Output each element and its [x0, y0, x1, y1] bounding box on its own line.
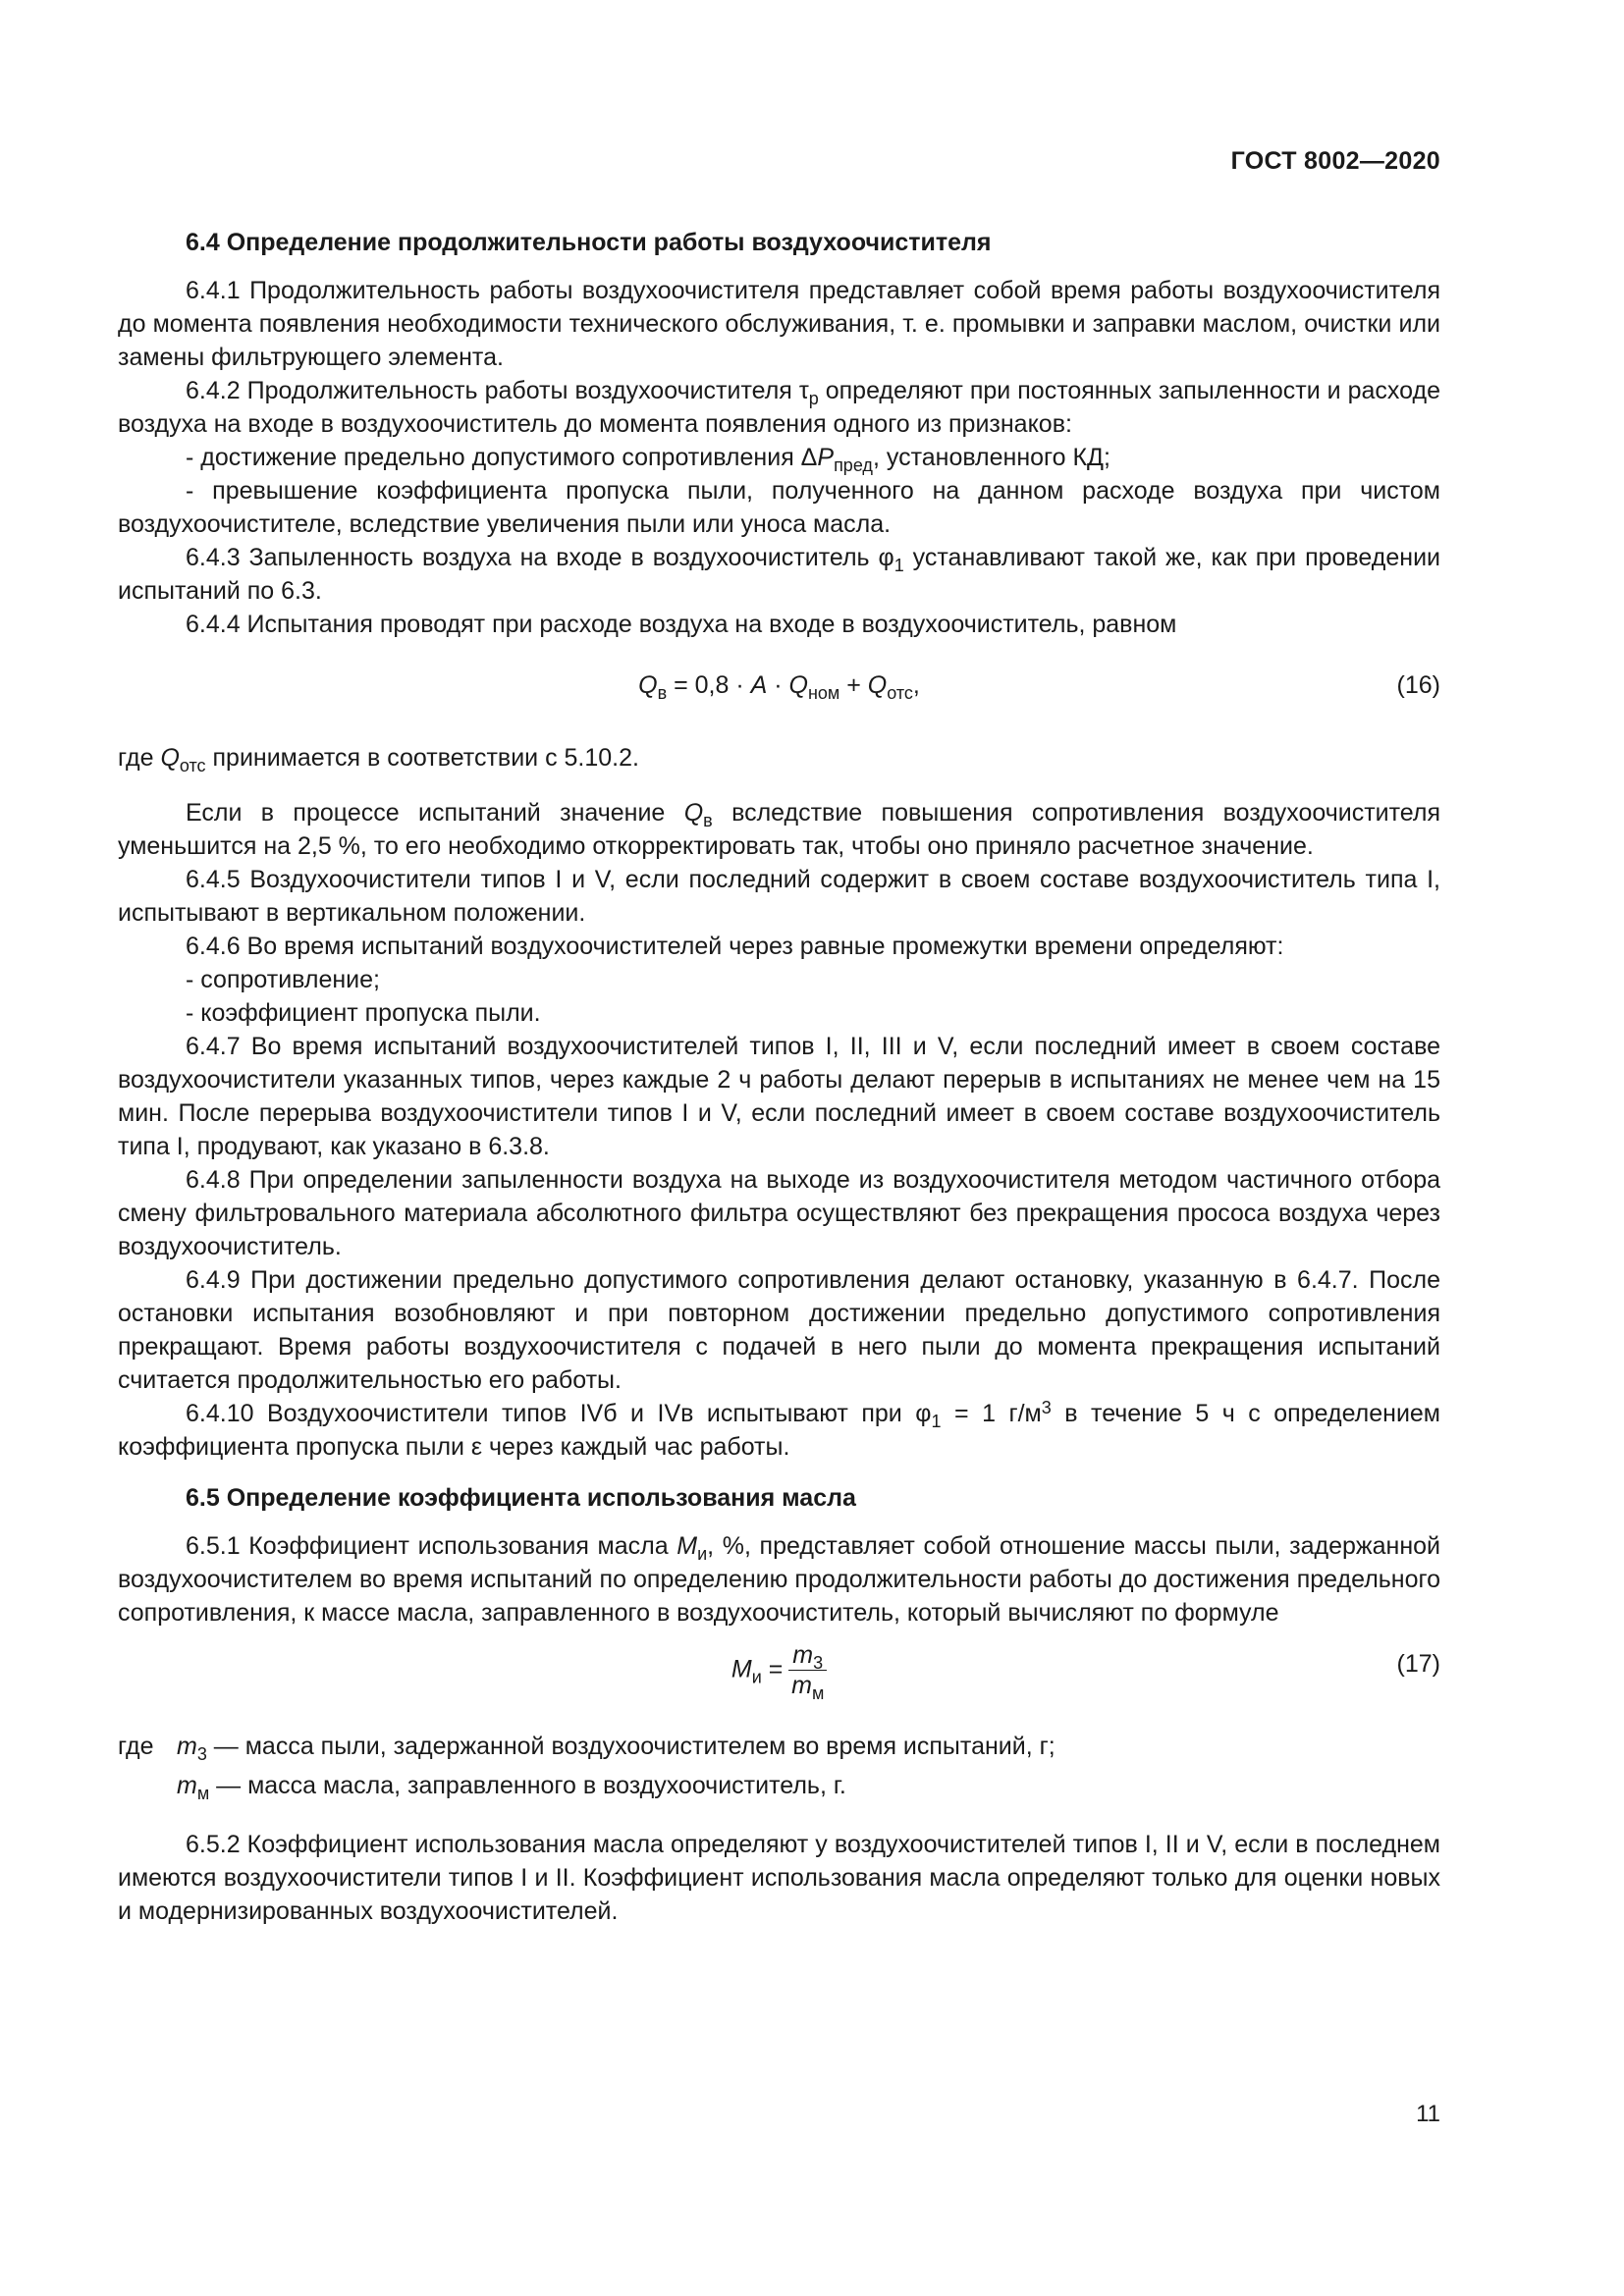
where-clause-17	[118, 1730, 1440, 1802]
paragraph-6-4-2: 6.4.2 Продолжительность работы воздухоочистителя $\tau_р$ определяют при постоянных запыленности и расходе воздуха на входе в воздухоочиститель до момента появления одного из признаков:	[118, 377, 1440, 438]
where-row: где $m_3$ — масса пыли, задержанной воздухоочистителем во время испытаний, г;	[118, 1733, 1056, 1764]
list-item: - коэффициент пропуска пыли.	[186, 999, 541, 1027]
formula-17	[118, 1641, 1440, 1724]
standard-header: ГОСТ 8002—2020	[1230, 147, 1440, 175]
list-item: - сопротивление;	[186, 966, 380, 993]
list-item: - достижение предельно допустимого сопротивления $\Delta P_{пред}$, установленного КД;	[186, 444, 1110, 475]
where-row: $m_м$ — масса масла, заправленного в воздухоочиститель, г.	[177, 1772, 846, 1803]
page-number: 11	[1416, 2101, 1440, 2127]
formula-17-expression: $M_и$ = $\frac{m_3}{m_м}$	[118, 1641, 1440, 1700]
document-body	[118, 226, 1440, 1928]
paragraph-correction: Если в процессе испытаний значение $Q_в$ вследствие повышения сопротивления воздухоочистителя уменьшится на 2,5 %, то его необходимо откорректировать так, чтобы оно приняло расчетное значение.	[118, 799, 1441, 860]
paragraph-6-5-2: 6.5.2 Коэффициент использования масла определяют у воздухоочистителей типов I, II и V, если в последнем имеются воздухоочистители типов I и II. Коэффициент использования масла определяют только для оценки новых и модернизированных воздухоочистителей.	[118, 1831, 1440, 1925]
where-clause-16: где $Q_{отс}$ принимается в соответствии с 5.10.2.	[118, 744, 639, 775]
formula-16	[118, 661, 1440, 727]
paragraph-6-4-9: 6.4.9 При достижении предельно допустимого сопротивления делают остановку, указанную в 6.4.7. После остановки испытания возобновляют и при повторном достижении предельно допустимого сопротивления прекращают. Время работы воздухоочистителя с подачей в него пыли до момента прекращения испытаний считается продолжительностью его работы.	[118, 1266, 1440, 1394]
formula-17-number: (17)	[1396, 1650, 1440, 1678]
paragraph-6-4-3: 6.4.3 Запыленность воздуха на входе в воздухоочиститель $\varphi_1$ устанавливают такой же, как при проведении испытаний по 6.3.	[118, 544, 1441, 605]
paragraph-6-4-7: 6.4.7 Во время испытаний воздухоочистителей типов I, II, III и V, если последний имеет в своем составе воздухоочистители указанных типов, через каждые 2 ч работы делают перерыв в испытаниях не менее чем на 15 мин. После перерыва воздухоочистители типов I и V, если последний имеет в своем составе воздухоочиститель типа I, продувают, как указано в 6.3.8.	[118, 1033, 1440, 1160]
document-page	[118, 0, 1440, 2296]
paragraph-6-4-4: 6.4.4 Испытания проводят при расходе воздуха на входе в воздухоочиститель, равном	[186, 611, 1177, 638]
formula-16-expression: $Q_в = 0,8 \cdot A \cdot Q_{ном} + Q_{отс}$,	[638, 671, 920, 703]
list-item: - превышение коэффициента пропуска пыли, полученного на данном расходе воздуха при чистом воздухоочистителе, вследствие увеличения пыли или уноса масла.	[118, 477, 1440, 538]
section-heading-6-5: 6.5 Определение коэффициента использования масла	[186, 1484, 856, 1512]
fraction: $\frac{m_3}{m_м}$	[788, 1641, 827, 1700]
paragraph-6-4-10: 6.4.10 Воздухоочистители типов IVб и IVв испытывают при $\varphi_1 = 1$ $г/м^3$ в течение 5 ч с определением коэффициента пропуска пыли ε через каждый час работы.	[118, 1397, 1440, 1461]
paragraph-6-4-6: 6.4.6 Во время испытаний воздухоочистителей через равные промежутки времени определяют:	[186, 933, 1284, 960]
paragraph-6-4-5: 6.4.5 Воздухоочистители типов I и V, если последний содержит в своем составе воздухоочиститель типа I, испытывают в вертикальном положении.	[118, 866, 1440, 927]
section-heading-6-4: 6.4 Определение продолжительности работы воздухоочистителя	[186, 229, 992, 256]
paragraph-6-4-1: 6.4.1 Продолжительность работы воздухоочистителя представляет собой время работы воздухоочистителя до момента появления необходимости технического обслуживания, т. е. промывки и заправки маслом, очистки или замены фильтрующего элемента.	[118, 277, 1440, 371]
paragraph-6-4-8: 6.4.8 При определении запыленности воздуха на выходе из воздухоочистителя методом частичного отбора смену фильтровального материала абсолютного фильтра осуществляют без прекращения прососа воздуха через воздухоочиститель.	[118, 1166, 1440, 1260]
paragraph-6-5-1: 6.5.1 Коэффициент использования масла $M_и$, %, представляет собой отношение массы пыли, задержанной воздухоочистителем во время испытаний по определению продолжительности работы до достижения предельного сопротивления, к массе масла, заправленного в воздухоочиститель, который вычисляют по формуле	[118, 1532, 1440, 1627]
formula-16-number: (16)	[1396, 671, 1440, 699]
